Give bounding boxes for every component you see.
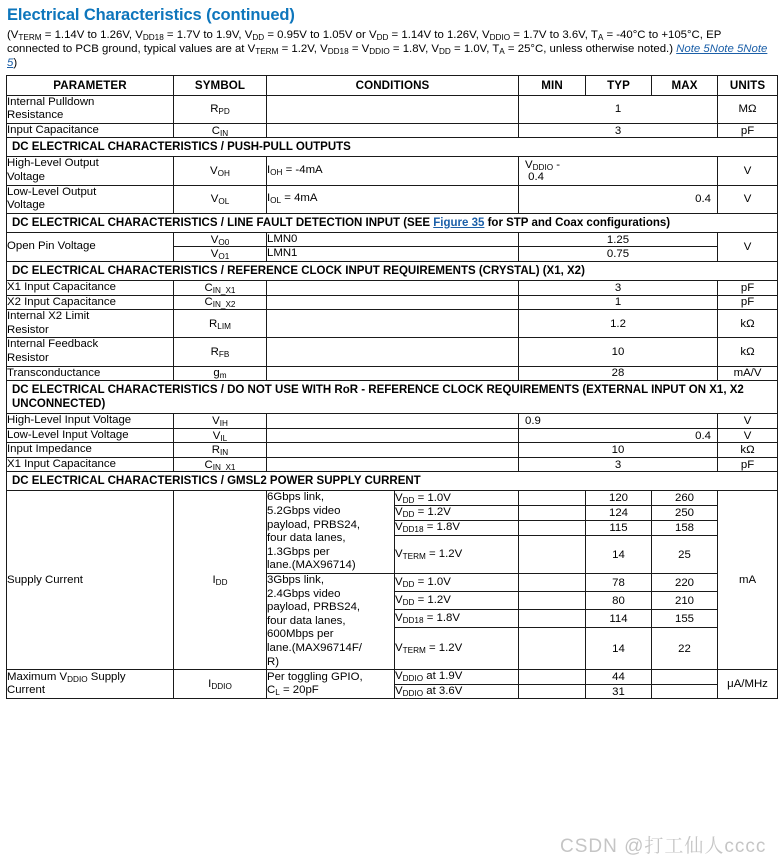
section-heading-gmsl2-power-supply-current: DC ELECTRICAL CHARACTERISTICS / GMSL2 POWER SUPPLY CURRENT — [7, 472, 778, 491]
row-parameter: Internal Feedback Resistor — [7, 338, 174, 366]
row-typ: 80 — [586, 592, 652, 610]
row-symbol: $C_{IN\_X1}$ — [174, 457, 267, 472]
row-parameter: Input Impedance — [7, 443, 174, 458]
figure-35-link[interactable]: Figure 35 — [433, 216, 485, 229]
row-conditions — [267, 457, 519, 472]
note-5-link[interactable]: Note 5Note 5Note 5 — [7, 43, 768, 70]
row-conditions: $I_{OH} = -4mA$ — [267, 157, 519, 185]
row-typ: 3 — [519, 123, 718, 138]
header-parameter: PARAMETER — [7, 75, 174, 95]
watermark: CSDN @打工仙人cccc — [560, 836, 767, 857]
row-typ: 114 — [586, 610, 652, 628]
row-symbol: $g_m$ — [174, 366, 267, 381]
row-typ: 1 — [519, 295, 718, 310]
row-typ: 0.75 — [519, 247, 718, 262]
row-conditions — [267, 366, 519, 381]
row-subcondition: $V_{TERM} = 1.2V$ — [395, 536, 519, 574]
row-conditions — [267, 443, 519, 458]
row-max: 155 — [652, 610, 718, 628]
row-units-ddio: μA/MHz — [718, 670, 778, 699]
row-symbol: $C_{IN\_X1}$ — [174, 280, 267, 295]
row-parameter: Transconductance — [7, 366, 174, 381]
row-typ: 10 — [519, 338, 718, 366]
row-min — [519, 610, 586, 628]
row-typ: 1.25 — [519, 232, 718, 247]
row-parameter: High-Level Input Voltage — [7, 414, 174, 429]
row-typ: 14 — [586, 536, 652, 574]
row-max: 25 — [652, 536, 718, 574]
row-max: 158 — [652, 521, 718, 536]
row-parameter: Internal Pulldown Resistance — [7, 95, 174, 123]
row-parameter: Low-Level Output Voltage — [7, 185, 174, 213]
row-typ: 14 — [586, 628, 652, 670]
row-units: V — [718, 157, 778, 185]
row-subcondition: $V_{DD} = 1.2V$ — [395, 592, 519, 610]
row-symbol: $V_{OL}$ — [174, 185, 267, 213]
row-max — [652, 670, 718, 685]
row-conditions: LMN0 — [267, 232, 519, 247]
row-symbol: $C_{IN\_X2}$ — [174, 295, 267, 310]
note-trailing-paren: ) — [13, 57, 18, 70]
row-typ: 1.2 — [519, 310, 718, 338]
row-symbol: $V_{IL}$ — [174, 428, 267, 443]
row-units-supply-current: mA — [718, 491, 778, 670]
row-min: 0.9 — [519, 414, 718, 429]
table-row — [7, 123, 778, 138]
row-min: $V_{DDIO}$ - 0.4 — [519, 157, 718, 185]
row-max — [652, 684, 718, 699]
table-row — [7, 457, 778, 472]
row-typ: 124 — [586, 506, 652, 521]
row-symbol: $R_{IN}$ — [174, 443, 267, 458]
row-min — [519, 592, 586, 610]
row-typ: 31 — [586, 684, 652, 699]
row-conditions — [267, 280, 519, 295]
table-row — [7, 280, 778, 295]
row-typ: 3 — [519, 457, 718, 472]
row-units: mA/V — [718, 366, 778, 381]
section-heading-row — [7, 472, 778, 491]
row-parameter: Low-Level Input Voltage — [7, 428, 174, 443]
row-min — [519, 491, 586, 506]
table-row — [7, 366, 778, 381]
table-row — [7, 443, 778, 458]
table-row — [7, 428, 778, 443]
section-heading-row — [7, 381, 778, 414]
row-parameter: High-Level Output Voltage — [7, 157, 174, 185]
row-symbol: $R_{PD}$ — [174, 95, 267, 123]
row-symbol: $R_{FB}$ — [174, 338, 267, 366]
table-row — [7, 310, 778, 338]
row-parameter: X1 Input Capacitance — [7, 280, 174, 295]
row-conditions-group-1: 6Gbps link, 5.2Gbps video payload, PRBS24, four data lanes, 1.3Gbps per lane.(MAX96714) — [267, 491, 395, 574]
row-conditions — [267, 95, 519, 123]
row-parameter: X2 Input Capacitance — [7, 295, 174, 310]
row-units: kΩ — [718, 338, 778, 366]
section-heading-row — [7, 138, 778, 157]
row-symbol: $R_{LIM}$ — [174, 310, 267, 338]
header-symbol: SYMBOL — [174, 75, 267, 95]
row-conditions-group-2: 3Gbps link, 2.4Gbps video payload, PRBS24, four data lanes, 600Mbps per lane.(MAX96714F/ R) — [267, 574, 395, 670]
section-heading-reference-clock-crystal: DC ELECTRICAL CHARACTERISTICS / REFERENCE CLOCK INPUT REQUIREMENTS (CRYSTAL) (X1, X2) — [7, 261, 778, 280]
row-typ: 3 — [519, 280, 718, 295]
row-subcondition: $V_{TERM} = 1.2V$ — [395, 628, 519, 670]
row-symbol-ddio: $I_{DDIO}$ — [174, 670, 267, 699]
row-symbol: $V_{IH}$ — [174, 414, 267, 429]
row-subcondition: $V_{DD} = 1.0V$ — [395, 491, 519, 506]
row-min — [519, 521, 586, 536]
row-typ: 28 — [519, 366, 718, 381]
row-max: 0.4 — [519, 428, 718, 443]
table-row — [7, 295, 778, 310]
row-min — [519, 670, 586, 685]
row-parameter: Open Pin Voltage — [7, 232, 174, 261]
table-row — [7, 670, 778, 685]
row-conditions — [267, 123, 519, 138]
row-conditions — [267, 338, 519, 366]
header-max: MAX — [652, 75, 718, 95]
row-units: MΩ — [718, 95, 778, 123]
row-max: 210 — [652, 592, 718, 610]
table-row — [7, 157, 778, 185]
row-units: pF — [718, 457, 778, 472]
row-symbol: $V_{OH}$ — [174, 157, 267, 185]
row-min — [519, 574, 586, 592]
header-min: MIN — [519, 75, 586, 95]
row-subcondition: $V_{DDIO}$ at 1.9V — [395, 670, 519, 685]
row-units: kΩ — [718, 443, 778, 458]
row-typ: 1 — [519, 95, 718, 123]
row-units: kΩ — [718, 310, 778, 338]
table-row — [7, 185, 778, 213]
row-typ: 78 — [586, 574, 652, 592]
test-conditions-note: ($V_{TERM} = 1.14V$ to 1.26V, $V_{DD18} = 1.7V$ to 1.9V, $V_{DD} = 0.95V$ to 1.05V or $V_{DD} = 1.14V$ to 1.26V, $V_{DDIO} = 1.7V$ to 3.6V, $T_A = -40^\circ C$ to +105°C, EP connected to PCB ground, typical values are at $V_{TERM} = 1.2V$, $V_{DD18} = V_{DDIO} = 1.8V$, $V_{DD} = 1.0V$, $T_A = 25^\circ C$, unless otherwise noted.) Note 5Note 5Note 5) — [7, 29, 768, 70]
row-typ: 120 — [586, 491, 652, 506]
row-conditions — [267, 295, 519, 310]
row-subcondition: $V_{DD} = 1.0V$ — [395, 574, 519, 592]
table-row — [7, 491, 778, 506]
section-heading-do-not-use-with-ror: DC ELECTRICAL CHARACTERISTICS / DO NOT USE WITH RoR - REFERENCE CLOCK REQUIREMENTS (EXTERNAL INPUT ON X1, X2 UNCONNECTED) — [7, 381, 778, 414]
row-conditions: $I_{OL} = 4mA$ — [267, 185, 519, 213]
row-units: pF — [718, 123, 778, 138]
row-symbol-supply-current: $I_{DD}$ — [174, 491, 267, 670]
table-header-row — [7, 75, 778, 95]
row-parameter-supply-current: Supply Current — [7, 491, 174, 670]
row-conditions — [267, 310, 519, 338]
row-subcondition: $V_{DDIO}$ at 3.6V — [395, 684, 519, 699]
row-parameter: X1 Input Capacitance — [7, 457, 174, 472]
row-symbol: $C_{IN}$ — [174, 123, 267, 138]
page-title: Electrical Characteristics (continued) — [7, 6, 295, 24]
row-subcondition: $V_{DD18} = 1.8V$ — [395, 610, 519, 628]
row-conditions: LMN1 — [267, 247, 519, 262]
row-max: 260 — [652, 491, 718, 506]
row-typ: 10 — [519, 443, 718, 458]
table-row — [7, 95, 778, 123]
row-conditions — [267, 414, 519, 429]
row-max: 0.4 — [519, 185, 718, 213]
section-heading-line-fault-detection: DC ELECTRICAL CHARACTERISTICS / LINE FAULT DETECTION INPUT (SEE Figure 35 for STP and Coax configurations) — [7, 213, 778, 232]
row-min — [519, 536, 586, 574]
electrical-characteristics-table — [6, 75, 778, 700]
row-subcondition: $V_{DD} = 1.2V$ — [395, 506, 519, 521]
table-row — [7, 232, 778, 247]
header-units: UNITS — [718, 75, 778, 95]
row-conditions — [267, 428, 519, 443]
row-units: V — [718, 185, 778, 213]
row-units: pF — [718, 295, 778, 310]
row-max: 250 — [652, 506, 718, 521]
row-max: 220 — [652, 574, 718, 592]
row-max: 22 — [652, 628, 718, 670]
row-units: pF — [718, 280, 778, 295]
row-typ: 44 — [586, 670, 652, 685]
row-parameter: Input Capacitance — [7, 123, 174, 138]
header-typ: TYP — [586, 75, 652, 95]
row-units: V — [718, 414, 778, 429]
row-symbol: $V_{O1}$ — [174, 247, 267, 262]
table-row — [7, 414, 778, 429]
section-heading-push-pull-outputs: DC ELECTRICAL CHARACTERISTICS / PUSH-PULL OUTPUTS — [7, 138, 778, 157]
row-min — [519, 506, 586, 521]
row-parameter-ddio: Maximum $V_{DDIO}$ Supply Current — [7, 670, 174, 699]
row-symbol: $V_{O0}$ — [174, 232, 267, 247]
row-min — [519, 628, 586, 670]
row-min — [519, 684, 586, 699]
header-conditions: CONDITIONS — [267, 75, 519, 95]
row-subcondition: $V_{DD18} = 1.8V$ — [395, 521, 519, 536]
row-parameter: Internal X2 Limit Resistor — [7, 310, 174, 338]
row-typ: 115 — [586, 521, 652, 536]
row-units: V — [718, 428, 778, 443]
row-conditions-ddio: Per toggling GPIO, $C_L = 20pF$ — [267, 670, 395, 699]
section-heading-row — [7, 261, 778, 280]
section-heading-row — [7, 213, 778, 232]
row-units: V — [718, 232, 778, 261]
table-row — [7, 338, 778, 366]
